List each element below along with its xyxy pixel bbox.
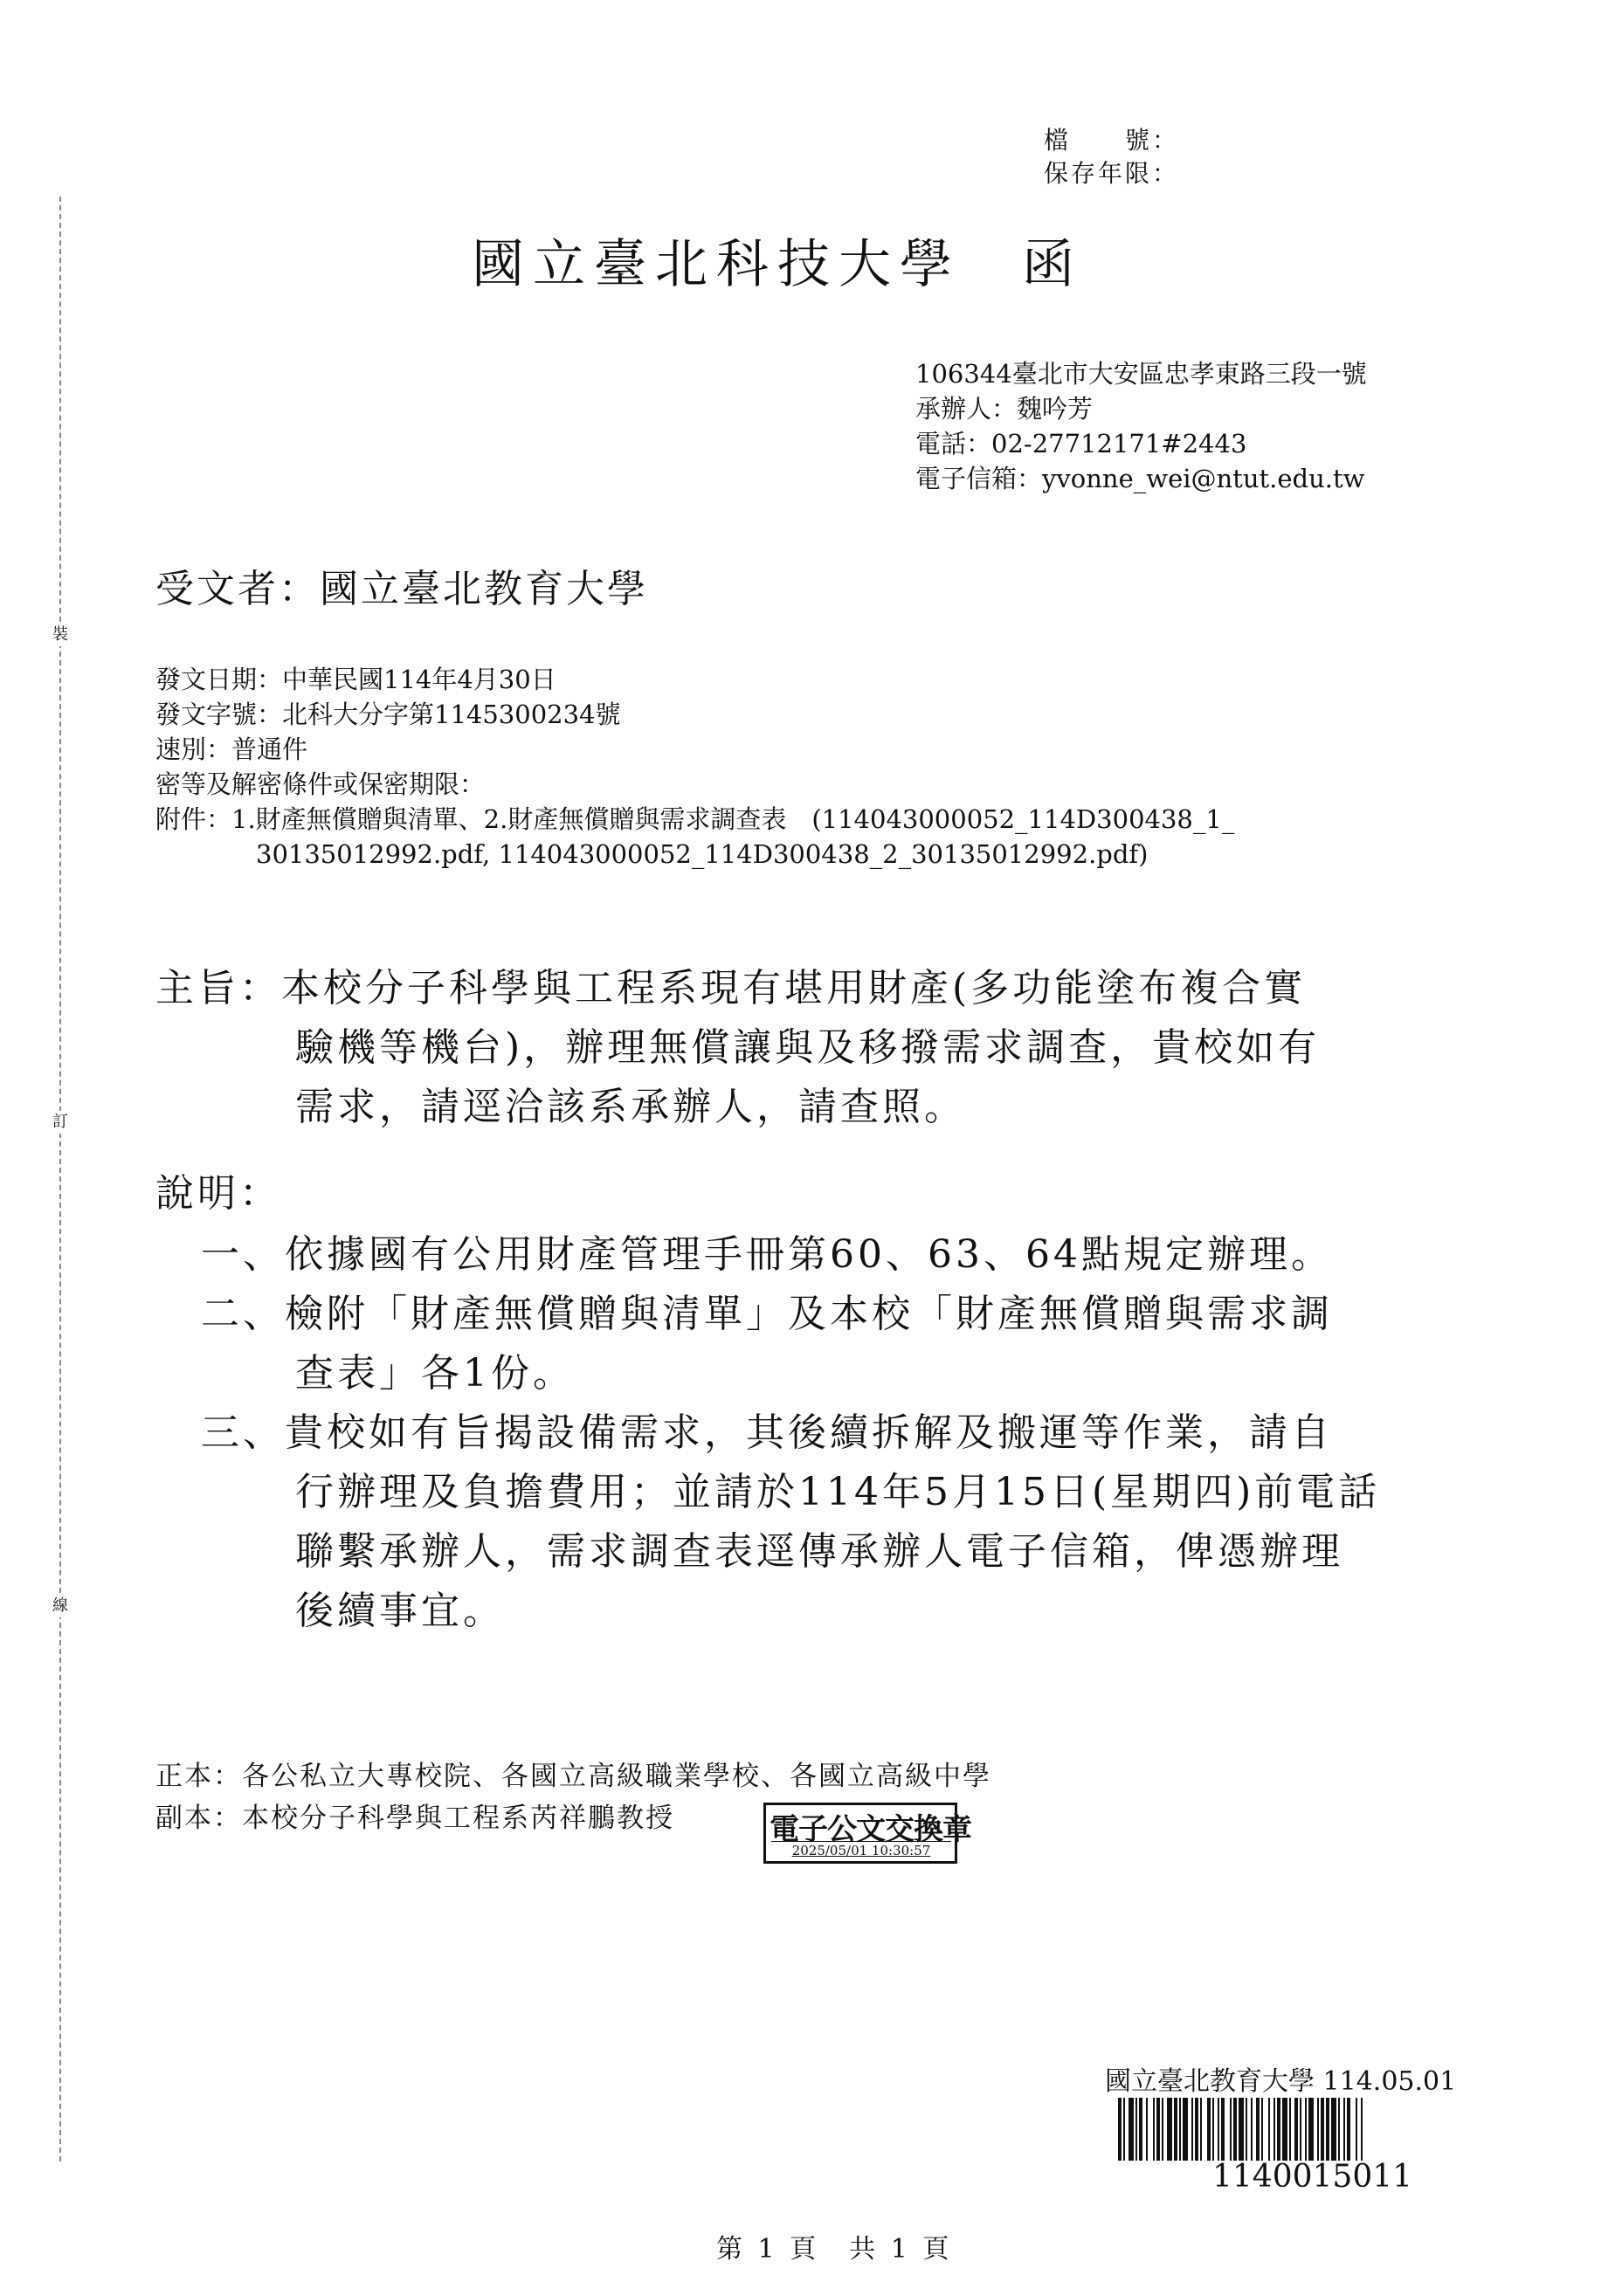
binding-mark-zhuang: 裝	[49, 624, 72, 646]
explanation-label: 說明：	[155, 1171, 281, 1216]
archive-info	[1044, 124, 1179, 190]
attachments-line-2: 30135012992.pdf, 114043000052_114D300438_2_30135012992.pdf)	[256, 839, 1149, 869]
explanation-item-3-cont-3: 後續事宜。	[295, 1589, 505, 1633]
sender-email: 電子信箱：yvonne_wei@ntut.edu.tw	[915, 464, 1365, 493]
explanation-item-3-cont-2: 聯繫承辦人，需求調查表逕傳承辦人電子信箱，俾憑辦理	[295, 1529, 1343, 1574]
cc-recipients: 副本：本校分子科學與工程系芮祥鵬教授	[155, 1803, 674, 1834]
attachments-line-1: 附件：1.財產無償贈與清單、2.財產無償贈與需求調查表 (114043000052_114D300438_1_	[155, 804, 1235, 834]
document-number: 發文字號：北科大分字第1145300234號	[155, 700, 621, 729]
stamp-timestamp: 2025/05/01 10:30:57	[771, 1841, 951, 1859]
sender-info	[915, 356, 1367, 496]
exchange-stamp	[763, 1803, 971, 1864]
explanation-list	[201, 1225, 1380, 1641]
subject-section	[155, 959, 1320, 1137]
subject-line-3: 需求，請逕洽該系承辦人，請查照。	[295, 1085, 966, 1129]
recipient: 受文者：國立臺北教育大學	[155, 567, 648, 611]
page-footer: 第 1 頁 共 1 頁	[716, 2234, 953, 2265]
explanation-item-3: 三、貴校如有旨揭設備需求，其後續拆解及搬運等作業，請自	[201, 1410, 1333, 1455]
retention-label: 保存年限：	[1044, 159, 1180, 188]
barcode-icon	[1118, 2098, 1474, 2161]
subject-line-1: 主旨：本校分子科學與工程系現有堪用財產(多功能塗布複合實	[155, 966, 1307, 1010]
document-title: 國立臺北科技大學 函	[472, 234, 1083, 295]
receipt-header: 國立臺北教育大學 114.05.01	[1105, 2066, 1457, 2097]
explanation-item-3-cont-1: 行辦理及負擔費用；並請於114年5月15日(星期四)前電話	[295, 1470, 1381, 1514]
document-meta	[155, 662, 1234, 872]
issue-date: 發文日期：中華民國114年4月30日	[155, 665, 556, 694]
explanation-item-2: 二、檢附「財產無償贈與清單」及本校「財產無償贈與需求調	[201, 1292, 1333, 1336]
file-number-label: 檔 號：	[1044, 126, 1180, 155]
sender-phone: 電話：02-27712171#2443	[915, 429, 1247, 459]
subject-line-2: 驗機等機台)，辦理無償讓與及移撥需求調查，貴校如有	[295, 1025, 1321, 1070]
binding-line	[59, 197, 61, 2162]
barcode-number: 1140015011	[1212, 2159, 1413, 2195]
sender-address: 106344臺北市大安區忠孝東路三段一號	[915, 359, 1367, 389]
delivery-speed: 速別：普通件	[155, 734, 308, 764]
binding-mark-ding: 訂	[49, 1111, 72, 1134]
original-recipients: 正本：各公私立大專校院、各國立高級職業學校、各國立高級中學	[155, 1761, 991, 1792]
explanation-item-1: 一、依據國有公用財產管理手冊第60、63、64點規定辦理。	[201, 1232, 1333, 1277]
binding-mark-xian: 線	[49, 1595, 72, 1617]
explanation-item-2-cont: 查表」各1份。	[295, 1351, 575, 1396]
stamp-text: 電子公文交換章	[770, 1812, 971, 1847]
sender-handler: 承辦人：魏吟芳	[915, 394, 1094, 424]
secrecy-level: 密等及解密條件或保密期限：	[155, 769, 486, 799]
